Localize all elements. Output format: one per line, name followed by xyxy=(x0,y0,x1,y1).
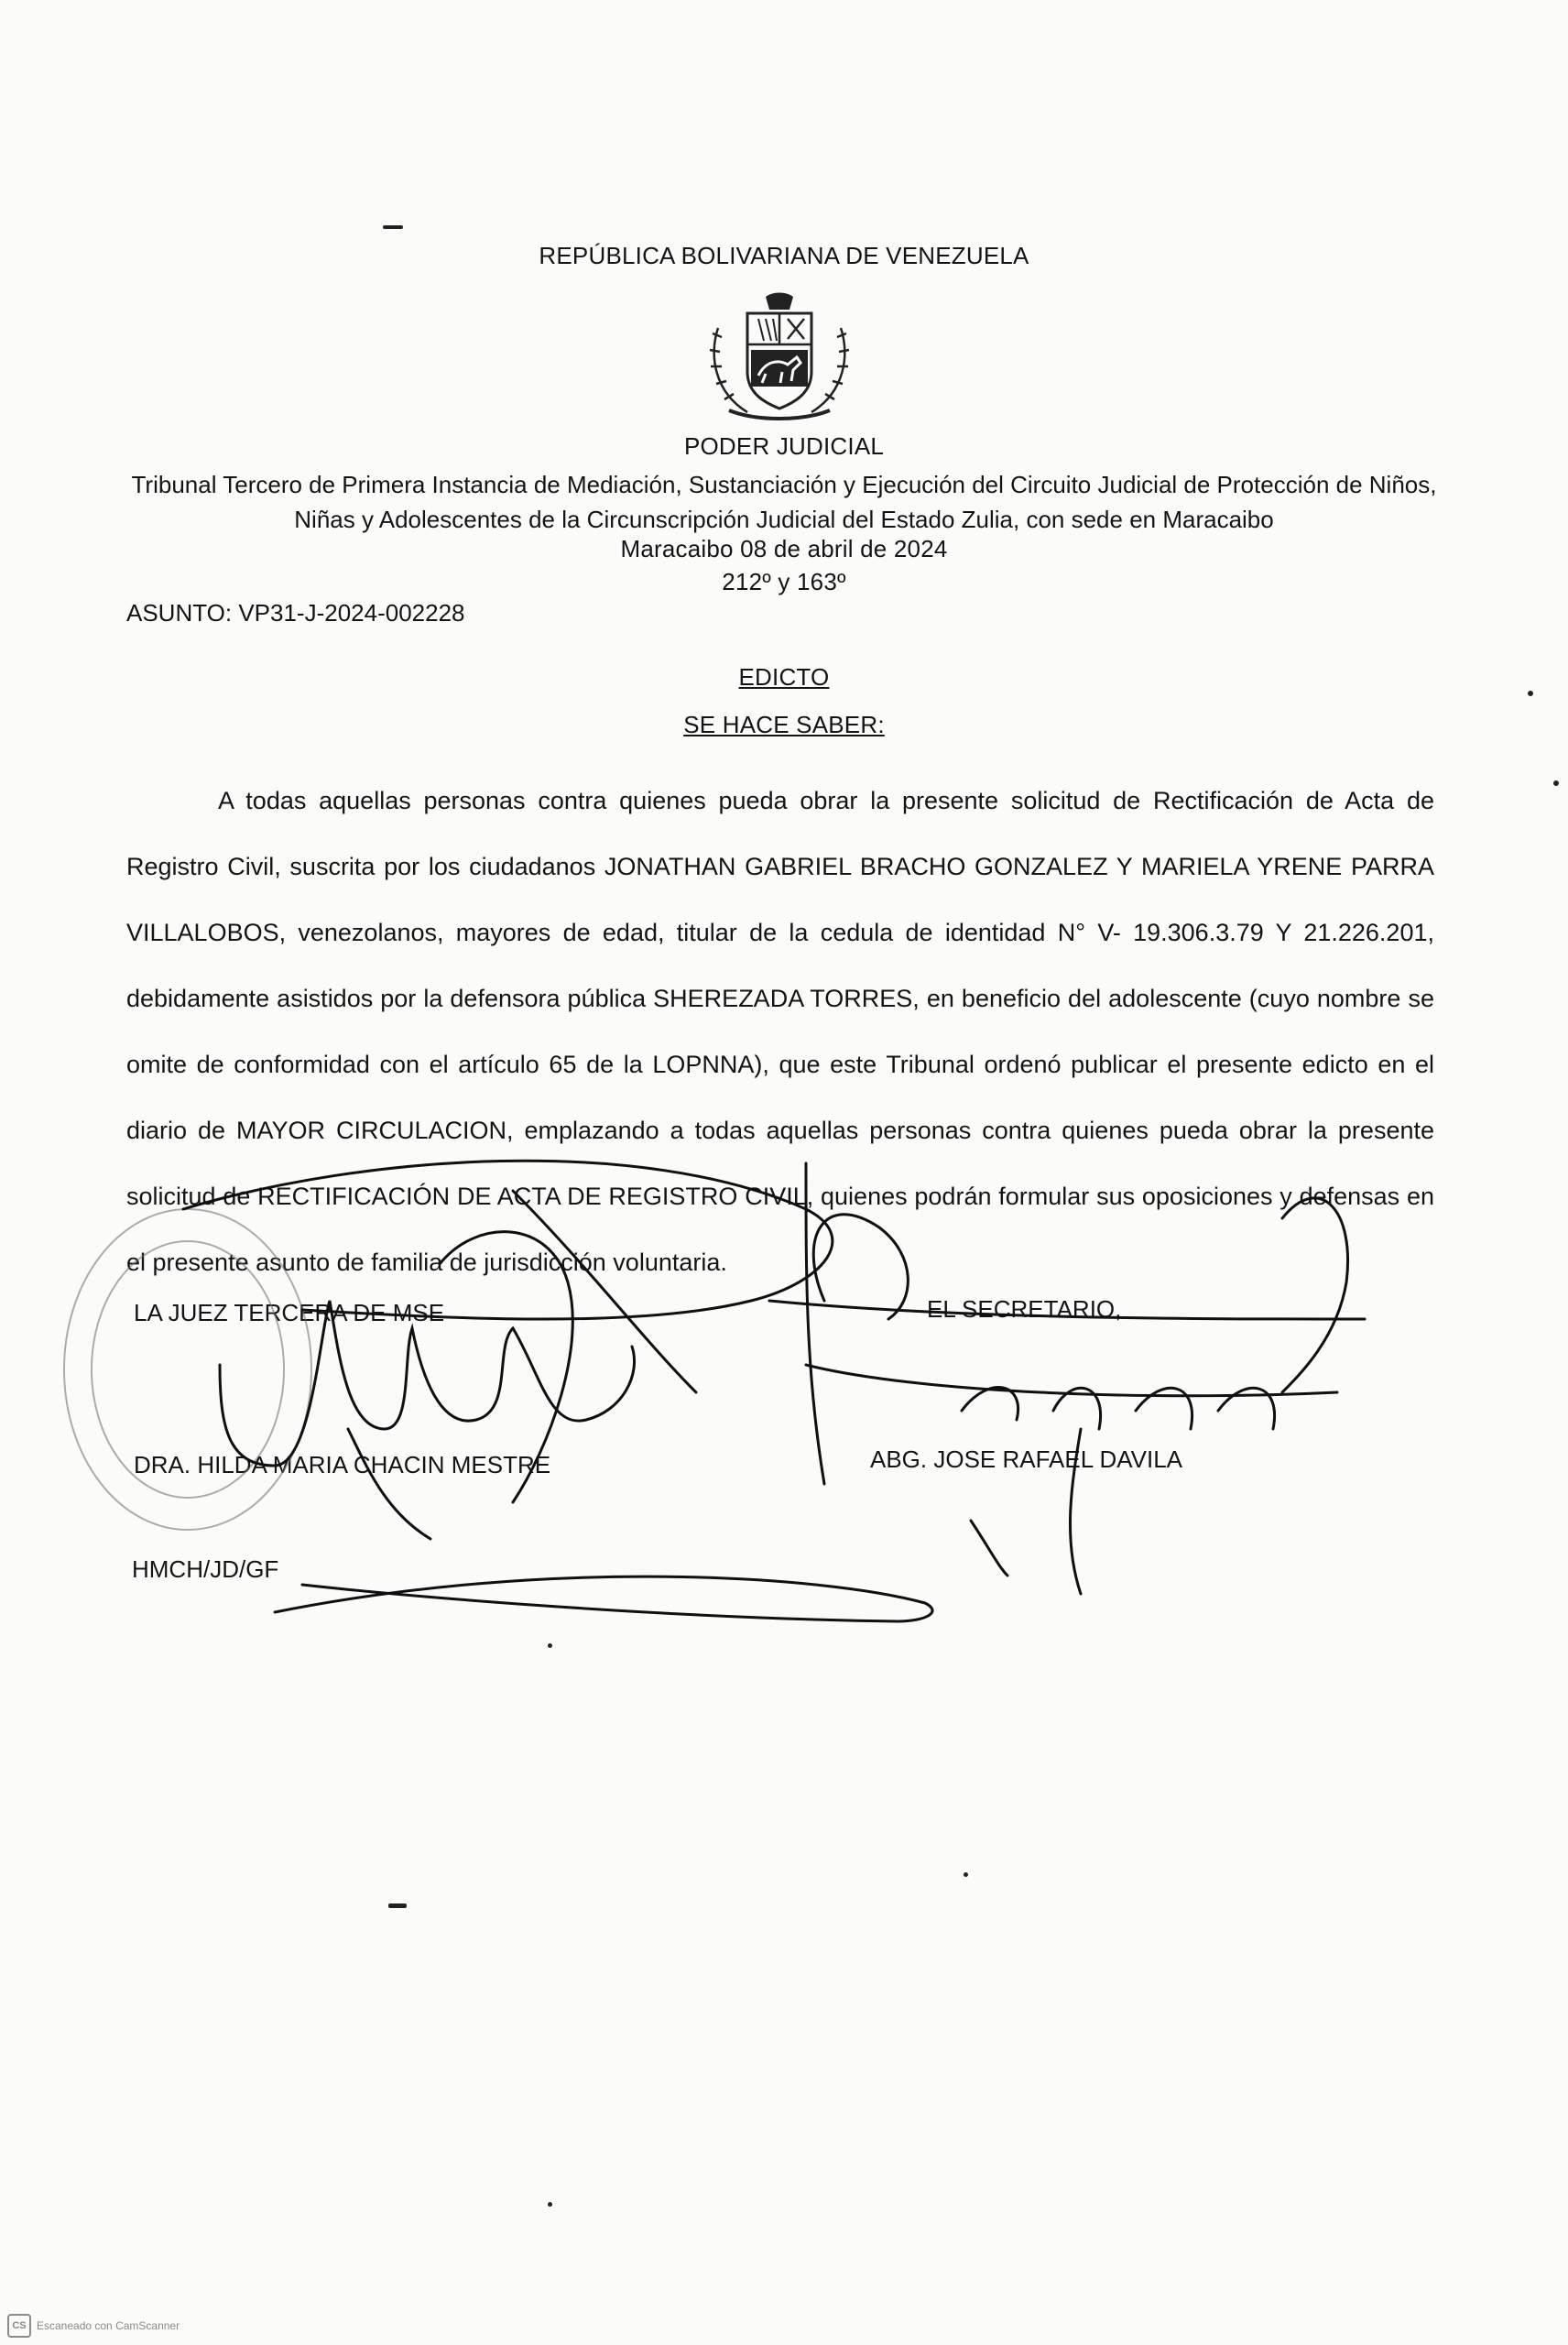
edict-paragraph: A todas aquellas personas contra quienes pueda obrar la presente solicitud de Rectificación de Acta de Registro Civil, suscrita por los ciudadanos JONATHAN GABRIEL BRACHO GONZALEZ Y MARIELA YRENE PARRA VILLALOBOS, venezolanos, mayores de edad, titular de la cedula de identidad N° V- 19.306.3.79 Y 21.226.201, debidamente asistidos por la defensora pública SHEREZADA TORRES, en beneficio del adolescente (cuyo nombre se omite de conformidad con el artículo 65 de la LOPNNA), que este Tribunal ordenó publicar el presente edicto en el diario de MAYOR CIRCULACION, emplazando a todas aquellas personas contra quienes pueda obrar la presente solicitud de RECTIFICACIÓN DE ACTA DE REGISTRO CIVIL, quienes podrán formular sus oposiciones y defensas en el presente asunto de familia de jurisdicción voluntaria. xyxy=(126,787,1434,1276)
scanner-label: Escaneado con CamScanner xyxy=(37,2319,180,2332)
judge-name: DRA. HILDA MARIA CHACIN MESTRE xyxy=(134,1451,551,1478)
scan-speck xyxy=(548,1643,552,1648)
camscanner-icon: CS xyxy=(7,2314,31,2338)
coat-of-arms-icon xyxy=(702,291,857,427)
historical-years: 212º y 163º xyxy=(722,568,846,595)
judge-title: LA JUEZ TERCERA DE MSE xyxy=(134,1299,445,1326)
scan-speck xyxy=(383,225,403,229)
edict-title: EDICTO xyxy=(738,663,830,691)
scan-speck xyxy=(1553,780,1559,786)
scan-speck xyxy=(548,2202,552,2207)
notice-title: SE HACE SABER: xyxy=(683,711,885,738)
secretary-title: EL SECRETARIO, xyxy=(927,1295,1122,1323)
court-name-line2: Niñas y Adolescentes de la Circunscripción Judicial del Estado Zulia, con sede en Maracaibo xyxy=(294,506,1274,533)
country-heading: REPÚBLICA BOLIVARIANA DE VENEZUELA xyxy=(539,242,1029,269)
scan-speck xyxy=(388,1903,407,1908)
initials: HMCH/JD/GF xyxy=(132,1555,279,1583)
scan-speck xyxy=(964,1872,968,1877)
document-date: Maracaibo 08 de abril de 2024 xyxy=(620,535,948,562)
scanner-watermark xyxy=(7,2314,180,2338)
branch-heading: PODER JUDICIAL xyxy=(683,432,885,460)
case-subject: ASUNTO: VP31-J-2024-002228 xyxy=(126,599,465,627)
scan-speck xyxy=(1528,691,1533,696)
edict-body xyxy=(126,768,1434,1295)
secretary-name: ABG. JOSE RAFAEL DAVILA xyxy=(870,1445,1183,1473)
court-name-line1: Tribunal Tercero de Primera Instancia de Mediación, Sustanciación y Ejecución del Circuito Judicial de Protección de Niños, xyxy=(131,471,1437,498)
